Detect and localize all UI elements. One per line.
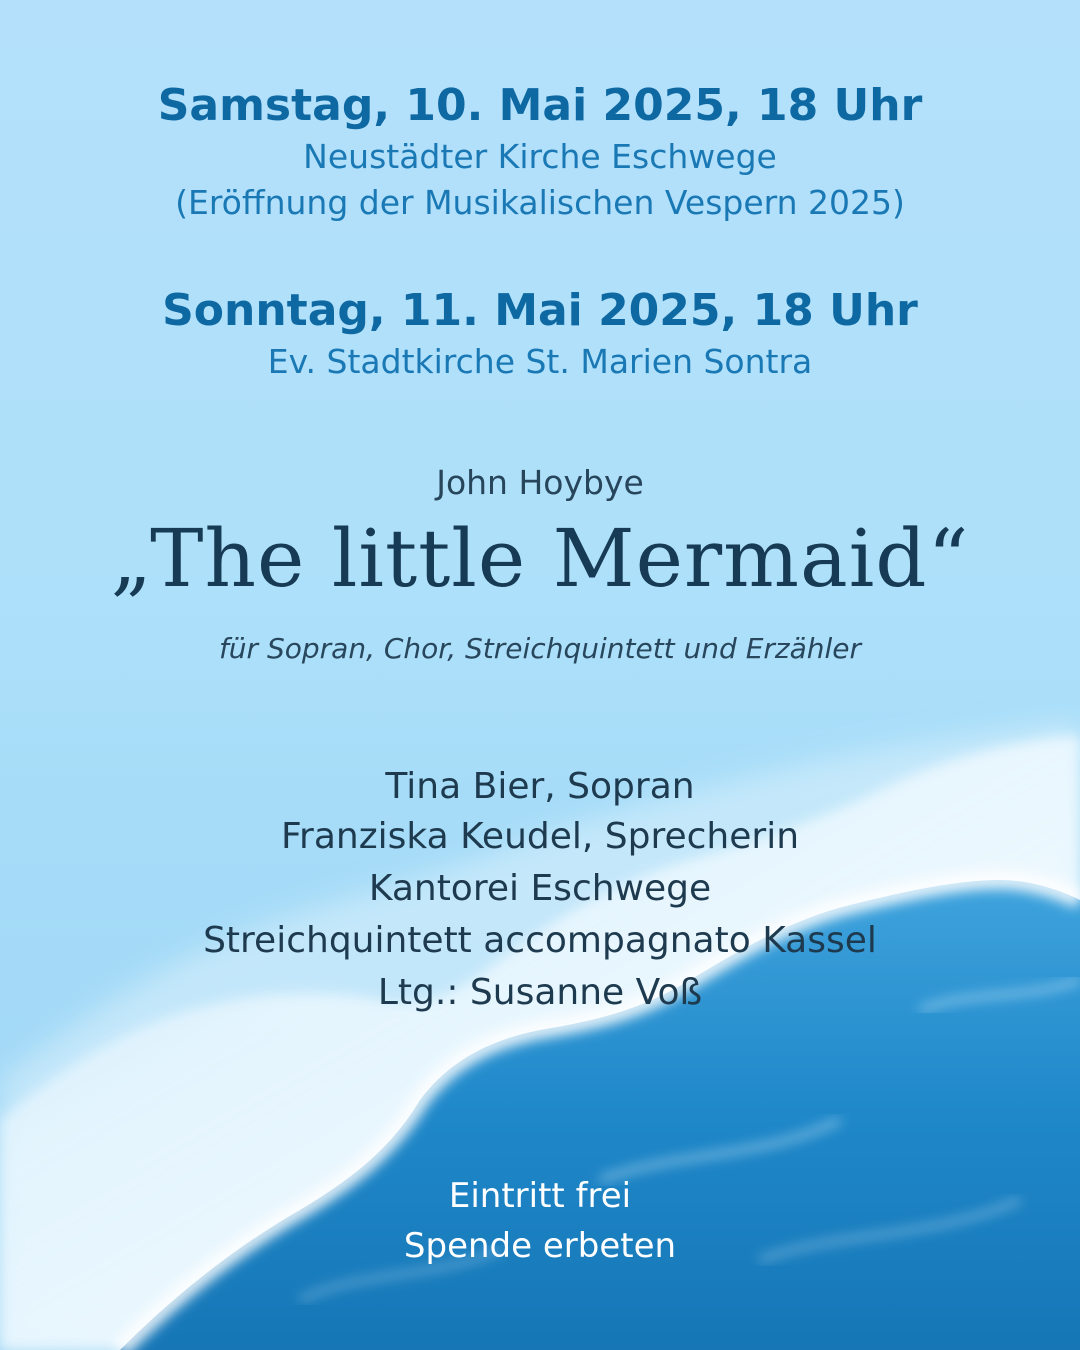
admission-note: Eintritt frei (448, 1176, 632, 1216)
event-1-venue: Neustädter Kirche Eschwege (303, 137, 777, 176)
event-2-date: Sonntag, 11. Mai 2025, 18 Uhr (162, 285, 918, 336)
donation-note: Spende erbeten (403, 1226, 677, 1266)
performer-soprano: Tina Bier, Sopran (385, 766, 695, 807)
performer-string-quintet: Streichquintett accompagnato Kassel (203, 920, 877, 961)
work-title: „The little Mermaid“ (110, 512, 970, 605)
event-1-note: (Eröffnung der Musikalischen Vespern 2025) (175, 183, 905, 222)
performer-choir: Kantorei Eschwege (368, 868, 712, 909)
event-2-venue: Ev. Stadtkirche St. Marien Sontra (267, 342, 813, 381)
composer-name: John Hoybye (436, 463, 644, 502)
event-1-date: Samstag, 10. Mai 2025, 18 Uhr (157, 80, 923, 131)
performer-narrator: Franziska Keudel, Sprecherin (280, 816, 800, 857)
work-scoring: für Sopran, Chor, Streichquintett und Erzähler (218, 632, 862, 665)
performer-conductor: Ltg.: Susanne Voß (377, 972, 703, 1013)
